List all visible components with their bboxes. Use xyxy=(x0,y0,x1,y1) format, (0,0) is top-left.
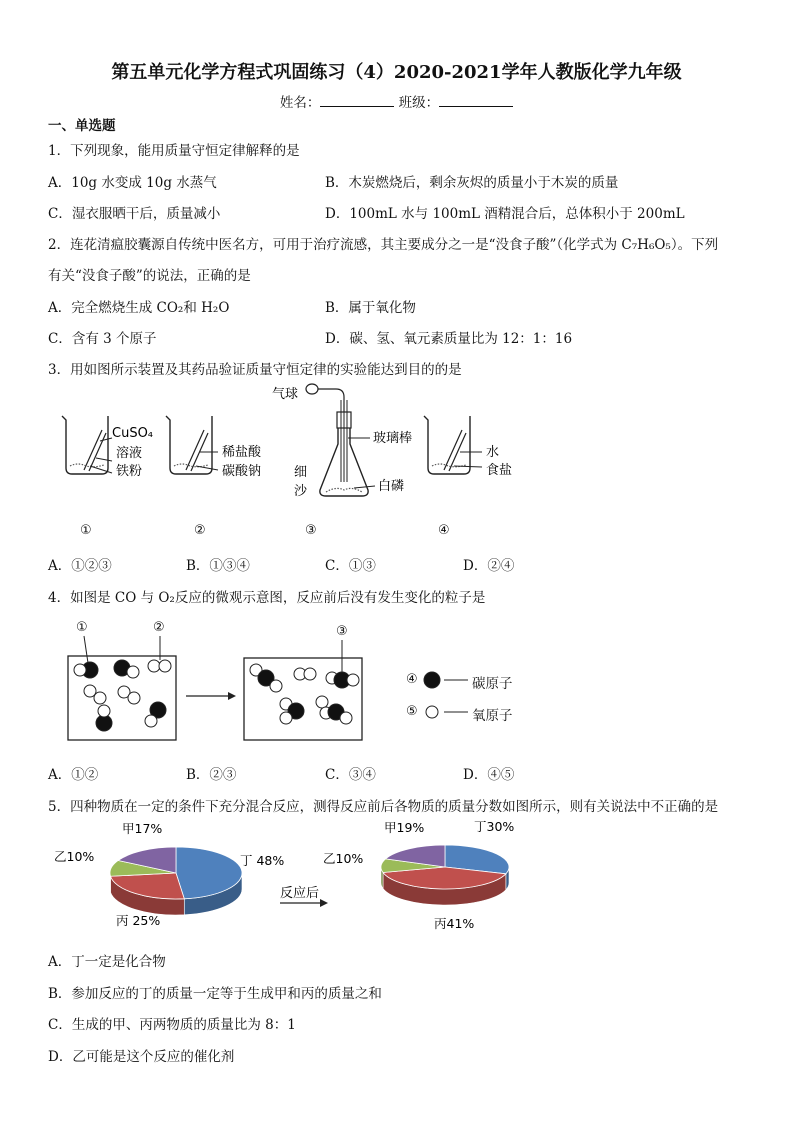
q1-option-b: B．木炭燃烧后，剩余灰烬的质量小于木炭的质量 xyxy=(325,175,619,191)
beaker-4-icon xyxy=(424,416,482,474)
question-2-stem-line1: 2．连花清瘟胶囊源自传统中医名方，可用于治疗流感，其主要成分之一是“没食子酸”（化学式为 C₇H₆O₅）。下列 xyxy=(48,237,719,253)
q5-option-c: C．生成的甲、丙两物质的质量比为 8：1 xyxy=(48,1017,296,1033)
q3-apparatus-figure xyxy=(40,378,600,503)
marker-3: ③ xyxy=(336,624,348,639)
page-title: 第五单元化学方程式巩固练习（4）2020-2021学年人教版化学九年级 xyxy=(111,62,682,83)
label-salt: 食盐 xyxy=(486,463,513,478)
pie2-label-yi: 乙10% xyxy=(323,851,364,866)
pie2-label-jia: 甲19% xyxy=(384,820,425,835)
legend-marker-5: ⑤ xyxy=(406,704,418,719)
q3-option-d: D．②④ xyxy=(463,558,515,574)
q4-option-c: C．③④ xyxy=(325,767,376,783)
q3-option-b: B．①③④ xyxy=(186,558,250,574)
legend-marker-4: ④ xyxy=(406,672,418,687)
after-particles xyxy=(250,664,359,724)
q3-option-c: C．①③ xyxy=(325,558,376,574)
question-2-stem-line2: 有关“没食子酸”的说法，正确的是 xyxy=(48,268,251,284)
name-blank xyxy=(320,95,394,107)
q2-option-a: A．完全燃烧生成 CO₂和 H₂O xyxy=(48,300,230,316)
label-balloon: 气球 xyxy=(272,387,299,402)
apparatus-number-2: ② xyxy=(194,523,206,538)
q1-option-d: D．100mL 水与 100mL 酒精混合后，总体积小于 200mL xyxy=(325,206,685,222)
q5-option-d: D．乙可能是这个反应的催化剂 xyxy=(48,1049,235,1065)
pie2-label-ding: 丁30% xyxy=(474,819,515,834)
q1-option-c: C．湿衣服晒干后，质量减小 xyxy=(48,206,221,222)
q4-option-b: B．②③ xyxy=(186,767,237,783)
beaker-1-icon xyxy=(62,416,112,474)
section-heading: 一、单选题 xyxy=(48,118,116,134)
apparatus-number-1: ① xyxy=(80,523,92,538)
pie1-label-yi: 乙10% xyxy=(54,849,95,864)
apparatus-number-3: ③ xyxy=(305,523,317,538)
pie2-label-bing: 丙41% xyxy=(434,916,475,931)
q2-option-b: B．属于氧化物 xyxy=(325,300,416,316)
beaker-2-icon xyxy=(166,416,218,474)
q5-option-a: A．丁一定是化合物 xyxy=(48,954,166,970)
student-info xyxy=(0,91,793,111)
after-reaction-label: 反应后 xyxy=(280,886,320,901)
question-5-stem: 5．四种物质在一定的条件下充分混合反应，测得反应前后各物质的质量分数如图所示，则有关说法中不正确的是 xyxy=(48,799,719,815)
oxygen-atom-icon xyxy=(426,706,438,718)
legend-oxygen-label: 氧原子 xyxy=(472,708,513,724)
label-white-phosphorus: 白磷 xyxy=(378,479,405,494)
q1-option-a: A．10g 水变成 10g 水蒸气 xyxy=(48,175,217,191)
label-iron-powder: 铁粉 xyxy=(116,464,143,479)
label-water: 水 xyxy=(486,445,500,460)
question-4-stem: 4．如图是 CO 与 O₂反应的微观示意图，反应前后没有发生变化的粒子是 xyxy=(48,590,486,606)
apparatus-number-4: ④ xyxy=(438,523,450,538)
label-solution: 溶液 xyxy=(116,446,143,461)
class-blank xyxy=(439,95,513,107)
q4-option-d: D．④⑤ xyxy=(463,767,515,783)
label-glass-rod: 玻璃棒 xyxy=(373,431,413,446)
question-3-stem: 3．用如图所示装置及其药品验证质量守恒定律的实验能达到目的的是 xyxy=(48,362,462,378)
q3-option-a: A．①②③ xyxy=(48,558,112,574)
class-label: 班级： xyxy=(398,95,440,111)
label-hcl: 稀盐酸 xyxy=(222,445,262,460)
carbon-atom-icon xyxy=(424,672,440,688)
pie1-label-jia: 甲17% xyxy=(122,821,163,836)
label-fine-sand-2: 沙 xyxy=(294,484,308,499)
marker-1: ① xyxy=(76,620,88,635)
reaction-arrow-icon xyxy=(186,692,236,700)
flask-3-icon xyxy=(306,384,375,496)
label-cuso4: CuSO₄ xyxy=(112,426,154,441)
pie-chart-before xyxy=(110,847,242,915)
marker-2: ② xyxy=(153,620,165,635)
q2-option-d: D．碳、氢、氧元素质量比为 12：1：16 xyxy=(325,331,573,347)
legend-carbon-label: 碳原子 xyxy=(472,676,513,692)
q5-pie-charts xyxy=(40,815,580,940)
pie1-label-bing: 丙 25% xyxy=(116,913,161,928)
before-particles xyxy=(74,660,171,731)
q5-option-b: B．参加反应的丁的质量一定等于生成甲和丙的质量之和 xyxy=(48,986,382,1002)
pie-chart-after xyxy=(381,845,509,905)
label-fine-sand-1: 细 xyxy=(294,465,308,480)
q4-molecular-diagram xyxy=(60,618,540,748)
q2-option-c: C．含有 3 个原子 xyxy=(48,331,157,347)
name-label: 姓名： xyxy=(279,95,321,111)
q4-option-a: A．①② xyxy=(48,767,99,783)
question-1-stem: 1．下列现象，能用质量守恒定律解释的是 xyxy=(48,143,300,159)
label-sodium-carbonate: 碳酸钠 xyxy=(222,464,262,479)
pie1-label-ding: 丁 48% xyxy=(240,853,285,868)
